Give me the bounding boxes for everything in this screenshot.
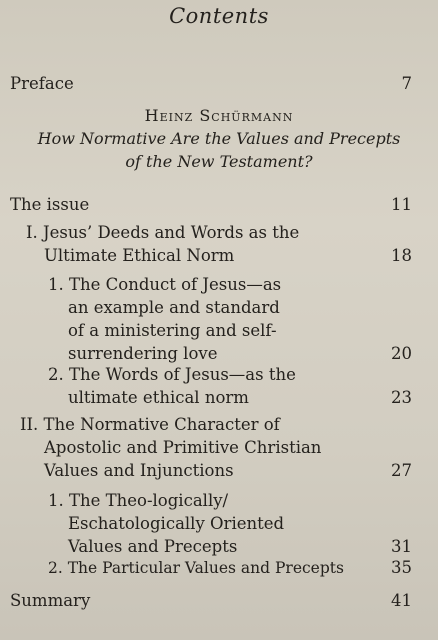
toc-entry-page: 11 <box>391 195 412 214</box>
toc-entry-label: 2. The Particular Values and Precepts <box>48 559 344 577</box>
toc-entry-label: 1. The Conduct of Jesus—as <box>48 275 282 294</box>
toc-entry <box>0 489 438 513</box>
toc-entry-label: Values and Injunctions <box>44 461 234 480</box>
toc-entry <box>0 221 438 245</box>
toc-entry <box>0 296 438 320</box>
toc-entry-page: 27 <box>391 461 412 480</box>
toc-entry-page: 41 <box>391 591 412 610</box>
toc-entry-label: Ultimate Ethical Norm <box>44 246 235 265</box>
essay-title-line-2: of the New Testament? <box>125 152 313 171</box>
toc-entry-label: Preface <box>10 74 74 93</box>
toc-entry-page: 18 <box>391 246 412 265</box>
toc-entry-label: Values and Precepts <box>68 537 238 556</box>
page-title: Contents <box>169 4 269 28</box>
toc-entry <box>0 363 438 387</box>
toc-entry <box>0 273 438 297</box>
toc-entry-preface <box>0 72 438 96</box>
toc-entry <box>0 386 438 410</box>
toc-entry-page: 23 <box>391 388 412 407</box>
toc-entry-label: 1. The Theo-logically/ <box>48 491 229 510</box>
author-name: Heinz Schürmann <box>144 106 294 125</box>
toc-entry <box>0 413 438 437</box>
toc-entry-label: of a ministering and self- <box>68 321 277 340</box>
toc-entry <box>0 244 438 268</box>
toc-entry-label: Summary <box>10 591 91 610</box>
essay-title-line-1: How Normative Are the Values and Precepts <box>37 129 401 148</box>
toc-entry <box>0 193 438 217</box>
toc-entry-page: 35 <box>391 558 412 577</box>
toc-entry-label: ultimate ethical norm <box>68 388 249 407</box>
toc-entry <box>0 319 438 343</box>
toc-entry-label: II. The Normative Character of <box>20 415 280 434</box>
toc-entry <box>0 589 438 613</box>
toc-entry-label: I. Jesus’ Deeds and Words as the <box>26 223 300 242</box>
toc-entry-label: an example and standard <box>68 298 280 317</box>
toc-entry <box>0 459 438 483</box>
toc-entry-page: 7 <box>401 74 412 93</box>
toc-entry-label: Eschatologically Oriented <box>68 514 285 533</box>
toc-entry-page: 20 <box>391 344 412 363</box>
toc-entry <box>0 512 438 536</box>
toc-entry-label: The issue <box>10 195 90 214</box>
toc-entry <box>0 436 438 460</box>
toc-entry-label: Apostolic and Primitive Christian <box>44 438 322 457</box>
toc-entry-label: surrendering love <box>68 344 218 363</box>
toc-entry <box>0 556 438 580</box>
toc-entry-label: 2. The Words of Jesus—as the <box>48 365 296 384</box>
toc-entry-page: 31 <box>391 537 412 556</box>
